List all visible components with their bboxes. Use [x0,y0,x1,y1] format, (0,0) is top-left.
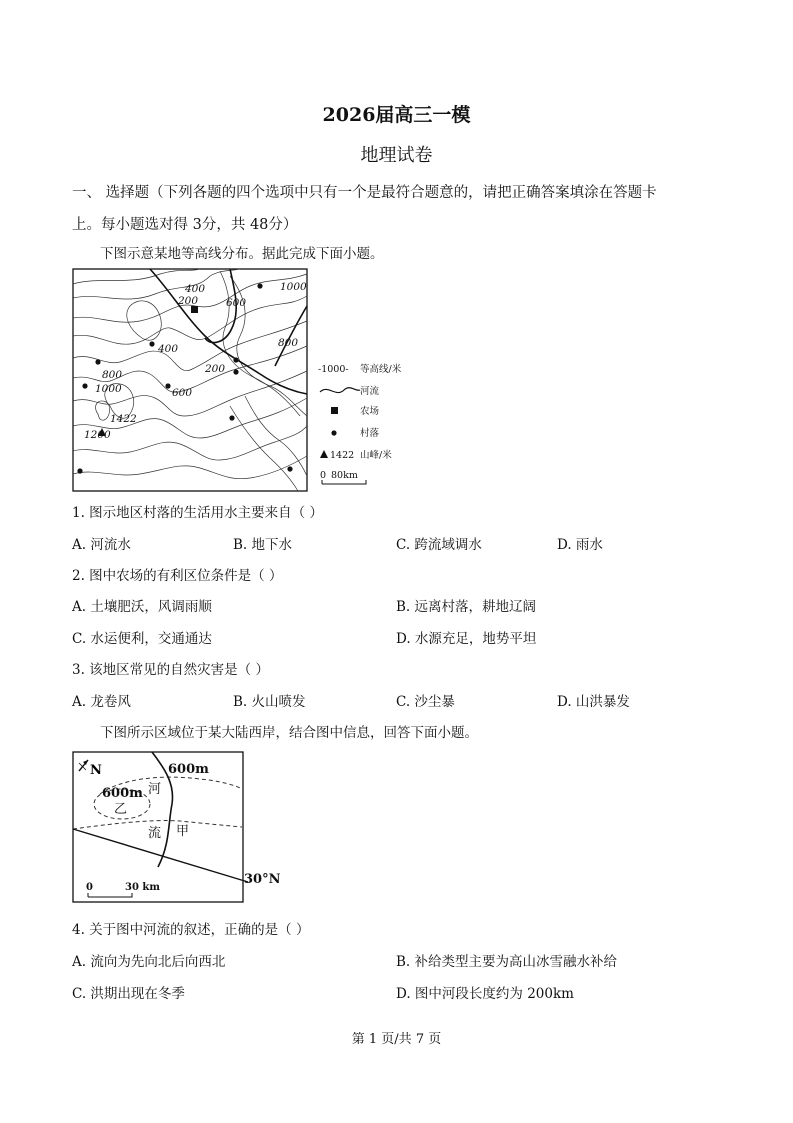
legend-farm-icon [331,407,338,414]
question-4-option-a[interactable]: A. 流向为先向北后向西北 [72,954,226,970]
contour-label-top: 600m [168,762,209,777]
contour-label-inner: 600m [102,786,143,801]
question-2-option-c[interactable]: C. 水运便利，交通通达 [72,631,212,647]
paper-subtitle: 地理试卷 [360,145,433,166]
group1-intro: 下图示意某地等高线分布。据此完成下面小题。 [100,246,384,262]
contour-label: 1200 [84,429,111,441]
contour-label: 800 [102,369,123,381]
farm-marker [191,306,198,313]
peak-label: 1422 [110,413,137,425]
question-1-option-a[interactable]: A. 河流水 [72,537,131,553]
question-3-option-a[interactable]: A. 龙卷风 [72,694,131,710]
contour-label: 400 [158,343,179,355]
question-1-option-b[interactable]: B. 地下水 [233,537,293,553]
north-arrow-icon [79,760,88,771]
legend-peak-label: 山峰/米 [360,450,392,461]
group2-intro: 下图所示区域位于某大陆西岸，结合图中信息，回答下面小题。 [100,725,478,741]
question-3-stem: 3. 该地区常见的自然灾害是（ ） [72,662,269,678]
contour-label: 200 [205,363,226,375]
question-1-option-c[interactable]: C. 跨流域调水 [396,537,482,553]
question-1-stem: 1. 图示地区村落的生活用水主要来自（ ） [72,505,323,521]
contour-map [70,266,415,496]
question-3-option-b[interactable]: B. 火山喷发 [233,694,306,710]
contour-label: 200 [178,295,199,307]
question-4-option-c[interactable]: C. 洪期出现在冬季 [72,986,185,1002]
contour-label: 400 [185,283,206,295]
contour-label: 1000 [95,383,122,395]
contour-label: 1000 [280,281,307,293]
region-label: 乙 [114,802,128,817]
section-heading-line2: 上。每小题选对得 3分，共 48分） [72,217,298,233]
scale-bar [88,893,132,897]
legend-peak-value: 1422 [330,450,355,461]
legend-village-label: 村落 [360,428,380,439]
question-2-option-b[interactable]: B. 远离村落，耕地辽阔 [396,599,537,615]
question-3-option-c[interactable]: C. 沙尘暴 [396,694,455,710]
latitude-label: 30°N [244,872,280,887]
question-2-stem: 2. 图中农场的有利区位条件是（ ） [72,568,283,584]
legend-scale-start: 0 [320,470,327,481]
question-4-stem: 4. 关于图中河流的叙述，正确的是（ ） [72,922,310,938]
legend-peak-icon [320,450,328,458]
paper-title: 2026届高三一模 [322,104,471,126]
contour-label: 800 [278,337,299,349]
question-4-option-d[interactable]: D. 图中河段长度约为 200km [396,986,574,1002]
map-legend [318,363,402,484]
legend-farm-label: 农场 [360,406,380,417]
question-1-option-d[interactable]: D. 雨水 [557,537,603,553]
question-3-option-d[interactable]: D. 山洪暴发 [557,694,630,710]
question-4-option-b[interactable]: B. 补给类型主要为高山冰雪融水补给 [396,954,618,970]
contour-label: 600 [172,387,193,399]
legend-contour-label: 等高线/米 [360,364,402,375]
question-2-option-a[interactable]: A. 土壤肥沃，风调雨顺 [72,599,212,615]
section-heading [72,177,732,241]
question-2-option-d[interactable]: D. 水源充足，地势平坦 [396,631,537,647]
scale-end: 30 km [125,882,160,893]
point-label: 甲 [176,824,190,839]
scale-start: 0 [86,882,93,893]
region-map [70,749,280,909]
legend-river-label: 河流 [360,386,380,397]
river-label-1: 河 [148,782,162,797]
legend-scale-end: 80km [331,470,358,481]
contour-label: 600 [226,297,247,309]
north-label: N [90,763,102,778]
section-heading-line1: 一、 选择题（下列各题的四个选项中只有一个是最符合题意的，请把正确答案填涂在答题卡 [72,185,657,201]
river-label-2: 流 [148,826,162,841]
page-footer: 第 1 页/共 7 页 [351,1032,442,1047]
legend-contour-sample: -1000- [318,364,349,375]
legend-village-icon [331,430,336,435]
